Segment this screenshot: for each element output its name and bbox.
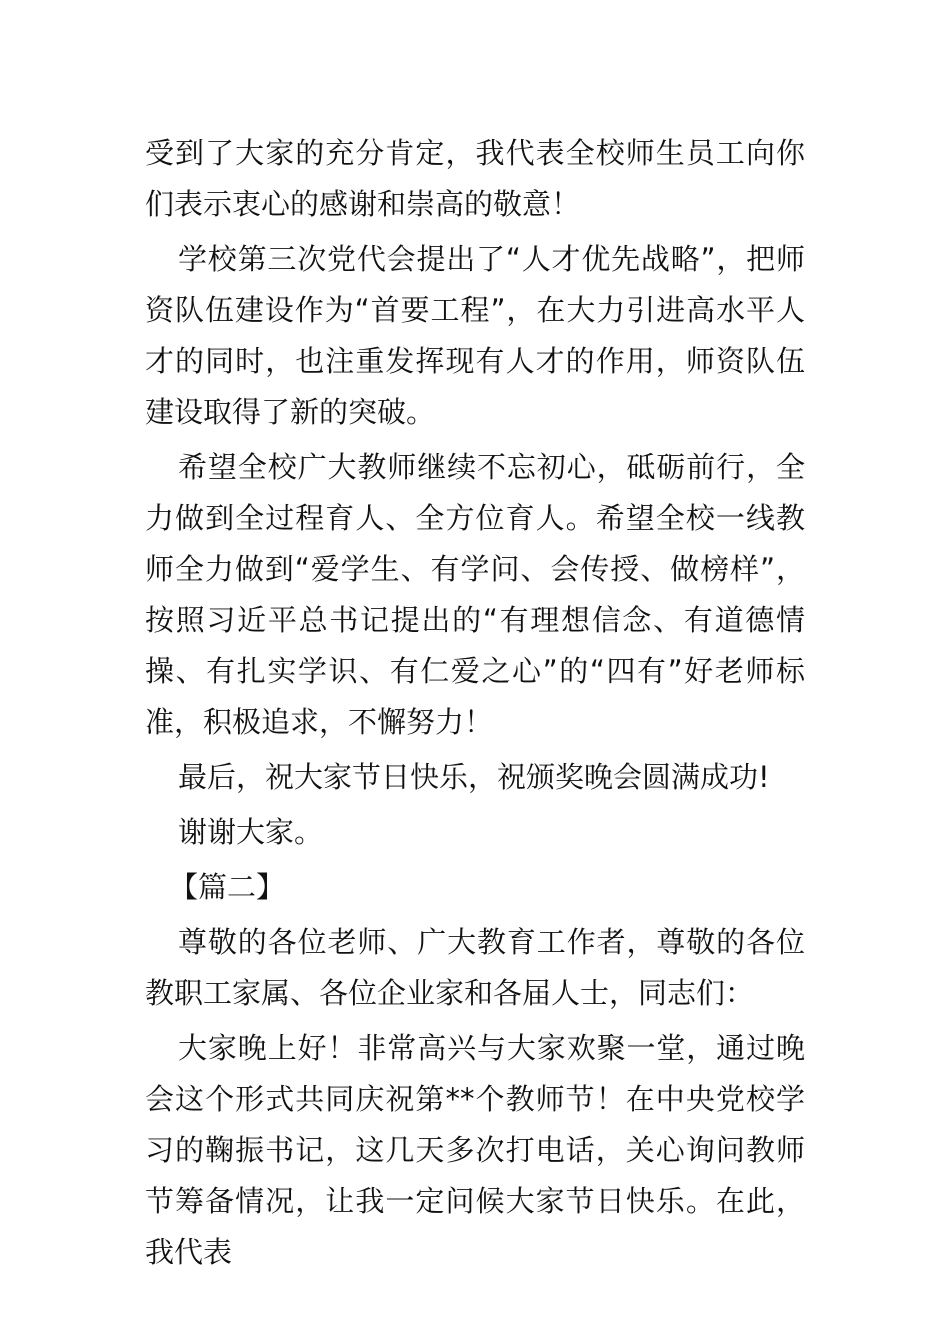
paragraph-thanks: 谢谢大家。 [178, 815, 324, 849]
paragraph-salutation: 尊敬的各位老师、广大教育工作者，尊敬的各位教职工家属、各位企业家和各届人士，同志们： [145, 925, 805, 1010]
paragraph-greeting: 大家晚上好！非常高兴与大家欢聚一堂，通过晚会这个形式共同庆祝第**个教师节！在中央党校学习的鞠振书记，这几天多次打电话，关心询问教师节筹备情况，让我一定问候大家节日快乐。在此，我代表 [145, 1031, 805, 1269]
document-body [145, 128, 805, 1278]
paragraph-continuation: 受到了大家的充分肯定，我代表全校师生员工向你们表示衷心的感谢和崇高的敬意！ [145, 136, 805, 221]
paragraph-closing-wishes: 最后，祝大家节日快乐，祝颁奖晚会圆满成功! [178, 760, 770, 794]
section-heading: 【篇二】 [169, 870, 286, 904]
paragraph-teacher-hopes: 希望全校广大教师继续不忘初心，砥砺前行，全力做到全过程育人、全方位育人。希望全校一线教师全力做到“爱学生、有学问、会传授、做榜样”，按照习近平总书记提出的“有理想信念、有道德情操、有扎实学识、有仁爱之心”的“四有”好老师标准，积极追求，不懈努力！ [145, 450, 805, 739]
paragraph-talent-strategy: 学校第三次党代会提出了“人才优先战略”，把师资队伍建设作为“首要工程”，在大力引进高水平人才的同时，也注重发挥现有人才的作用，师资队伍建设取得了新的突破。 [145, 242, 805, 429]
